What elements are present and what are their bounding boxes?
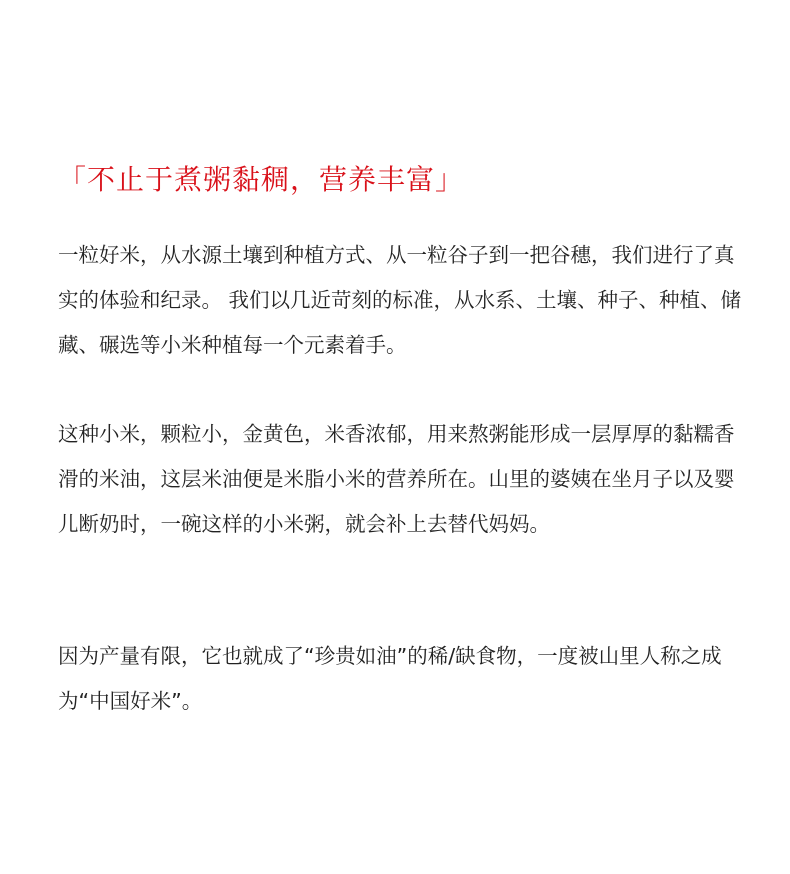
paragraph-description: 这种小米，颗粒小，金黄色，米香浓郁，用来熬粥能形成一层厚厚的黏糯香滑的米油，这层米油便是米脂小米的营养所在。山里的婆姨在坐月子以及婴儿断奶时，一碗这样的小米粥，就会补上去替代妈妈。 <box>58 422 735 536</box>
section-heading: 「不止于煮粥黏稠，营养丰富」 <box>58 163 465 196</box>
paragraph-intro: 一粒好米，从水源土壤到种植方式、从一粒谷子到一把谷穗，我们进行了真实的体验和纪录。 我们以几近苛刻的标准，从水系、土壤、种子、种植、储藏、碾选等小米种植每一个元素着手。 <box>58 243 742 357</box>
paragraph-conclusion: 因为产量有限，它也就成了“珍贵如油”的稀/缺食物，一度被山里人称之成为“中国好米”。 <box>58 644 722 713</box>
